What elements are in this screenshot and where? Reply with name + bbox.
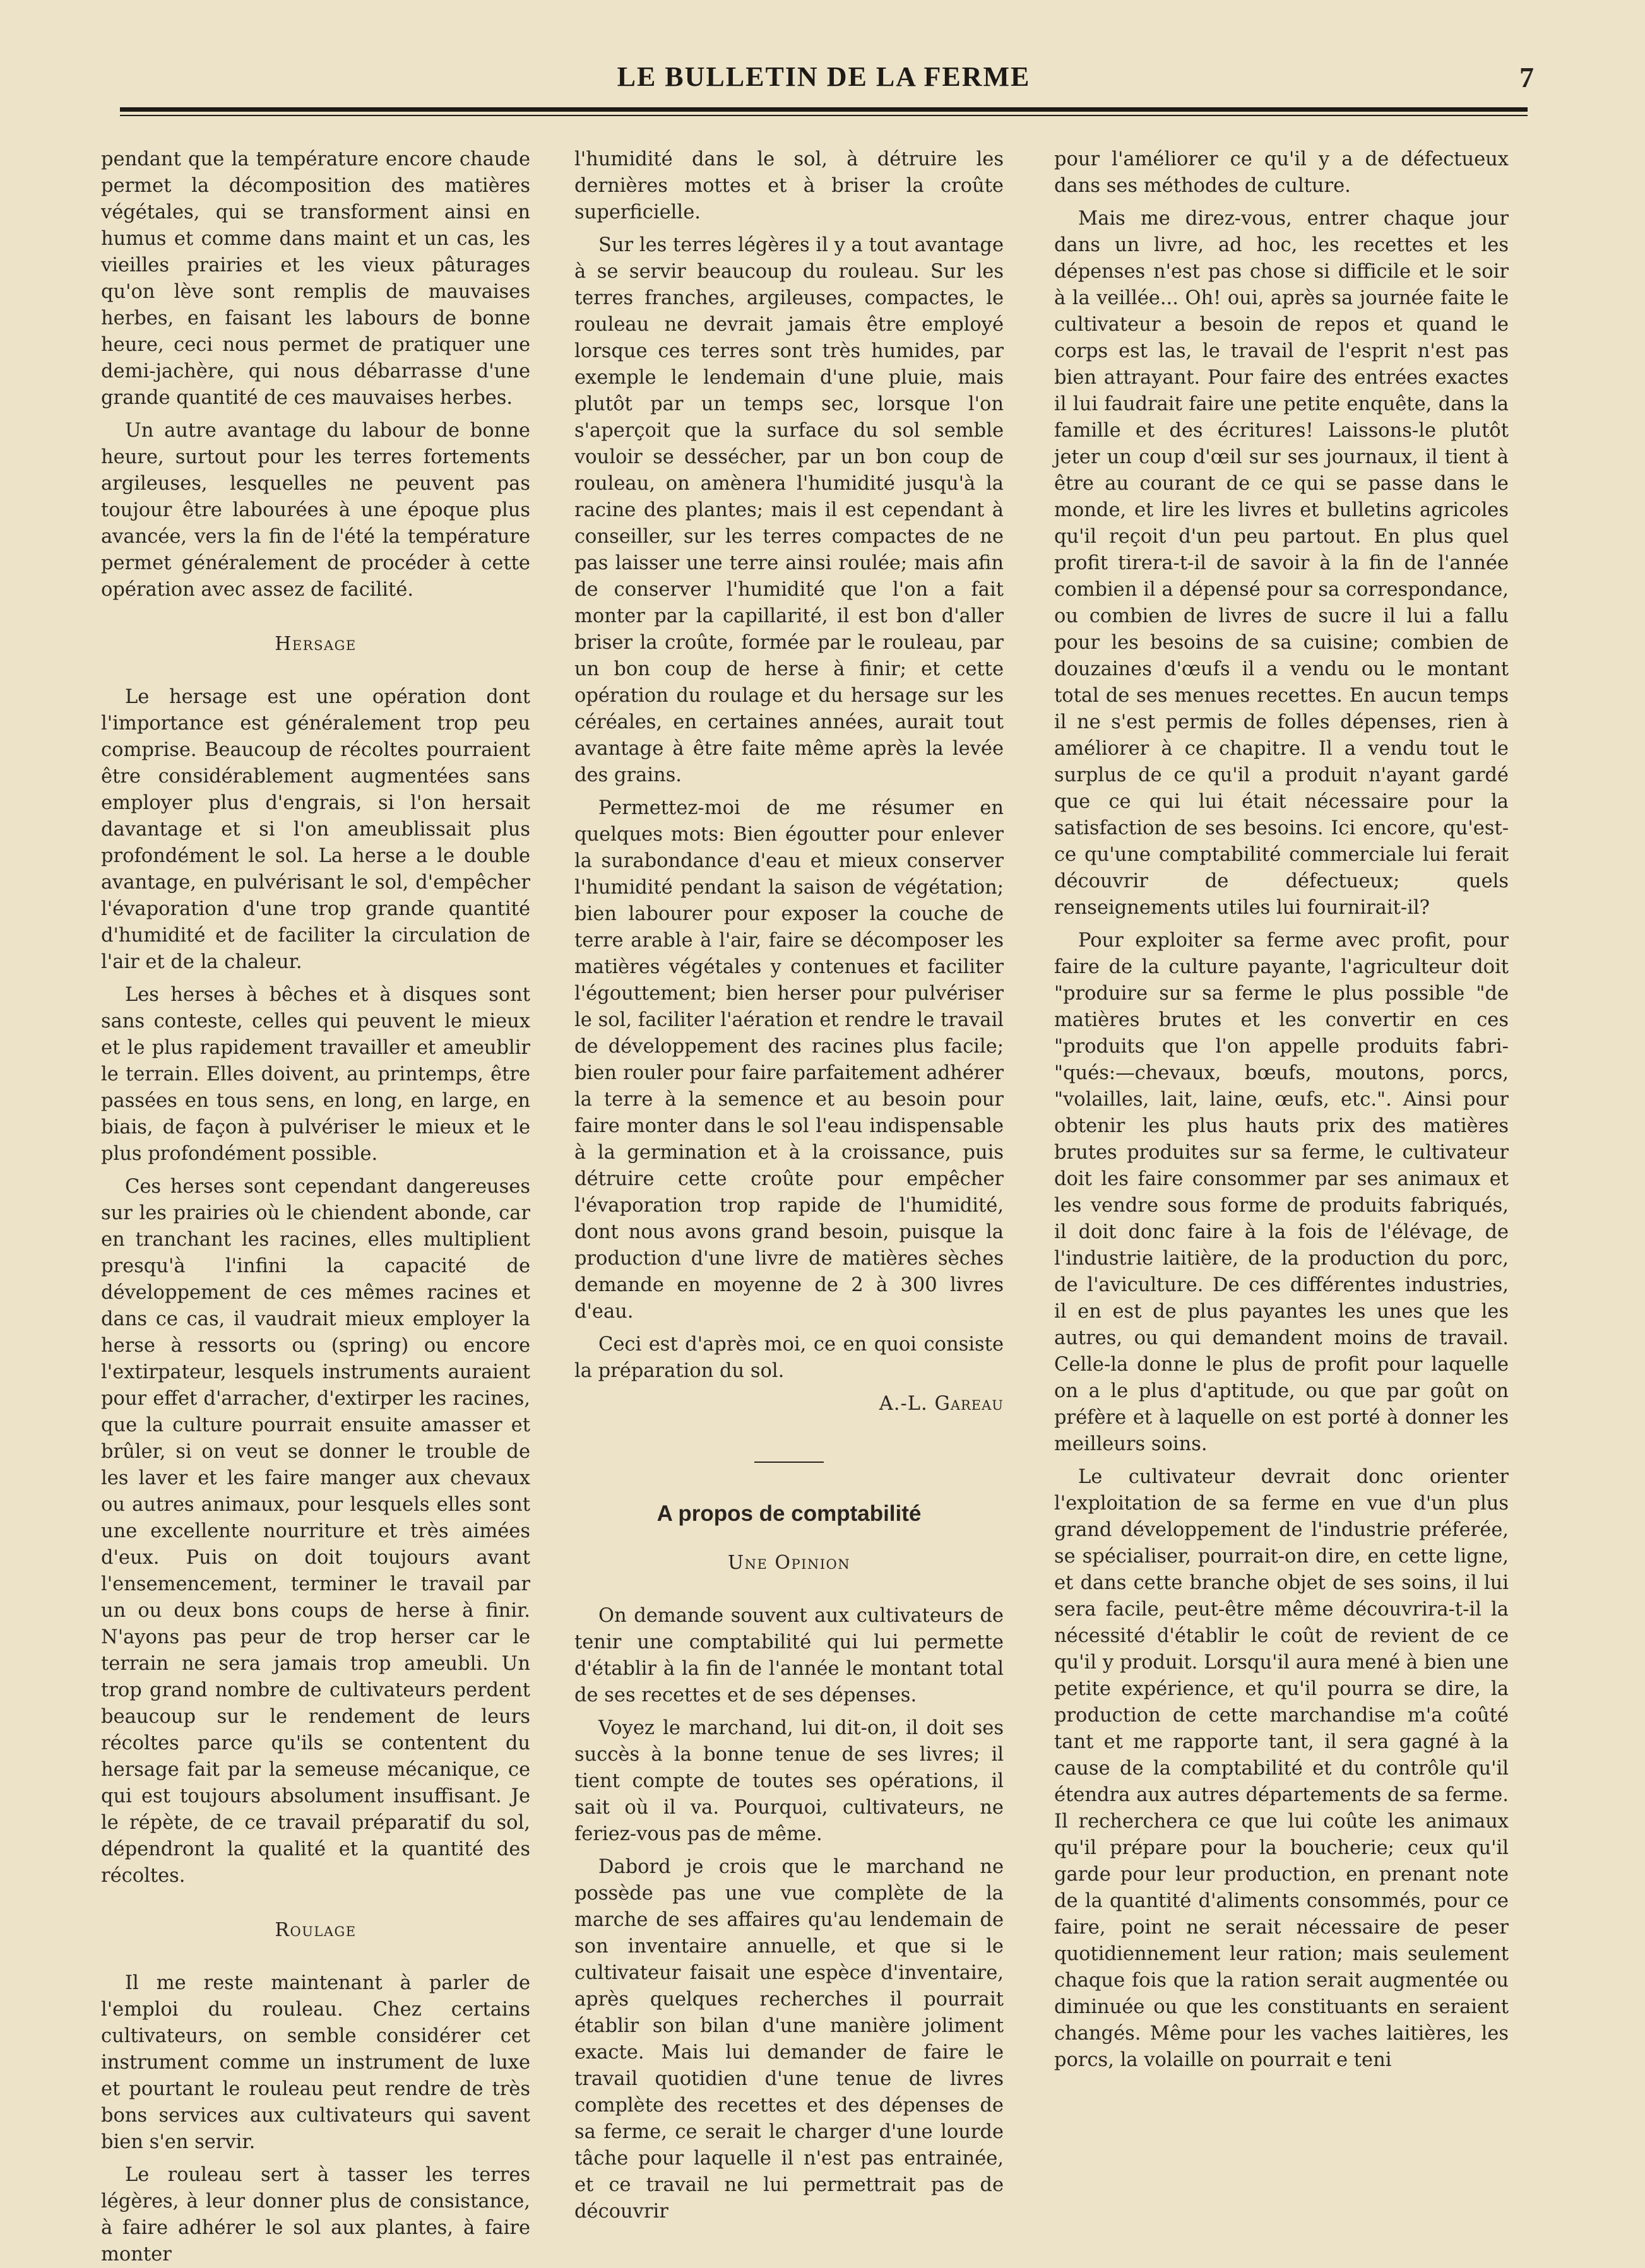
header-rule-thin bbox=[120, 115, 1528, 116]
header-rule-thick bbox=[120, 107, 1528, 112]
paragraph: On demande souvent aux cultivateurs de tenir une comptabilité qui lui permette d'établir à la fin de l'année le montant total de ses recettes et de ses dépenses. bbox=[574, 1605, 1004, 1706]
column-right bbox=[1054, 146, 1509, 2159]
paragraph: Permettez-moi de me résumer en quelques mots: Bien égoutter pour enlever la surabondance d'eau et mieux conserver l'humidité pendant la saison de végétation; bien labourer pour exposer la couche de terre arable à l'air, faire se décomposer les matières végétales y contenues et faciliter l'égouttement; bien herser pour pulvériser le sol, faciliter l'aération et rendre le travail de développement des racines plus facile; bien rouler pour faire parfaitement adhérer la terre à la semence et au besoin pour faire monter dans le sol l'eau indispensable à la germination et à la croissance, puis détruire cette croûte pour empêcher l'évaporation trop rapide de l'humidité, dont nous avons grand besoin, puisque la production d'une livre de matières sèches demande en moyenne de 2 à 300 livres d'eau. bbox=[574, 797, 1004, 1323]
paragraph: Ces herses sont cependant dangereuses sur les prairies où le chiendent abonde, car en tranchant les racines, elles multiplient presqu'à l'infini la capacité de développement de ces mêmes racines et dans ce cas, il vaudrait mieux employer la herse à ressorts ou (spring) ou encore l'extirpateur, lesquels instruments auraient pour effet d'arracher, d'extirper les racines, que la culture pourrait ensuite amasser et brûler, si on veut se donner le trouble de les laver et les faire manger aux chevaux ou autres animaux, pour lesquels elles sont une excellente nourriture et très aimées d'eux. Puis on doit toujours avant l'ensemencement, terminer le travail par un ou deux bons coups de herse à finir. N'ayons pas peur de trop herser car le terrain ne sera jamais trop ameubli. Un trop grand nombre de cultivateurs perdent beaucoup sur le rendement de leurs récoltes parce qu'ils se contentent du hersage fait par la semeuse mécanique, ce qui est toujours absolument insuffisant. Je le répète, de ce travail préparatif du sol, dépendront la qualité et la quantité des récoltes. bbox=[101, 1176, 530, 1887]
paragraph: pour l'améliorer ce qu'il y a de défectueux dans ses méthodes de culture. bbox=[1054, 148, 1509, 197]
paragraph: Le rouleau sert à tasser les terres légères, à leur donner plus de consistance, à faire adhérer le sol aux plantes, à faire monter bbox=[101, 2164, 530, 2265]
paragraph: Dabord je crois que le marchand ne possède pas une vue complète de la marche de ses affaires qu'au lendemain de son inventaire annuelle, et que si le cultivateur faisait une espèce d'inventaire, après quelques recherches il pourrait établir son bilan d'une manière joliment exacte. Mais lui demander de faire le travail quotidien d'une tenue de livres complète des recettes et des dépenses de sa ferme, ce serait le charger d'une lourde tâche pour laquelle il n'est pas entrainée, et ce travail ne lui permettrait pas de découvrir bbox=[574, 1856, 1004, 2223]
column-left bbox=[101, 146, 530, 2265]
paragraph: Il me reste maintenant à parler de l'emploi du rouleau. Chez certains cultivateurs, on semble considérer cet instrument comme un instrument de luxe et pourtant le rouleau peut rendre de très bons services aux cultivateurs qui savent bien s'en servir. bbox=[101, 1972, 530, 2153]
page-number: 7 bbox=[1519, 61, 1534, 93]
paragraph: Mais me direz-vous, entrer chaque jour dans un livre, ad hoc, les recettes et les dépenses n'est pas chose si difficile et le soir à la veillée... Oh! oui, après sa journée faite le cultivateur a besoin de repos et quand le corps est las, le travail de l'esprit n'est pas bien attrayant. Pour faire des entrées exactes il lui faudrait faire une petite enquête, dans la famille et des écritures! Laissons-le plutôt jeter un coup d'œil sur ses journaux, il tient à être au courant de ce qui se passe dans le monde, et lire les livres et bulletins agricoles qu'il reçoit d'un peu partout. En plus quel profit tirera-t-il de savoir à la fin de l'année combien il a dépensé pour sa correspondance, ou combien de livres de sucre il lui a fallu pour les besoins de sa cuisine; combien de douzaines d'œufs il a vendu ou le montant total de ses menues recettes. En aucun temps il ne s'est permis de folles dépenses, rien à améliorer à ce chapitre. Il a vendu tout le surplus de ce qu'il a produit n'ayant gardé que ce qui lui était nécessaire pour la satisfaction de ses besoins. Ici encore, qu'est-ce qu'une comptabilité commerciale lui ferait découvrir de défectueux; quels renseignements utiles lui fournirait-il? bbox=[1054, 208, 1509, 919]
page-header bbox=[114, 44, 1534, 107]
column-middle bbox=[574, 146, 1004, 2223]
newspaper-title: LE BULLETIN DE LA FERME bbox=[617, 61, 1031, 92]
paragraph: Le cultivateur devrait donc orienter l'exploitation de sa ferme en vue d'un plus grand développement de l'industrie préferée, se spécialiser, pourrait-on dire, en cette ligne, et dans cette branche objet de ses soins, il lui sera facile, peut-être même découvrira-t-il la nécessité d'établir le coût de revient de ce qu'il y produit. Lorsqu'il aura mené à bien une petite expérience, et qu'il pourra se dire, la production de cette marchandise m'a coûté tant et me rapporte tant, il sera gagné à la cause de la comptabilité et du contrôle qu'il étendra aux autres départements de sa ferme. Il recherchera ce que lui coûte les animaux qu'il prépare pour la boucherie; ceux qu'il garde pour leur production, en prenant note de la quantité d'aliments consommés, pour ce faire, point ne serait nécessaire de peser quotidiennement leur ration; mais seulement chaque fois que la ration serait augmentée ou diminuée ou que les constituants en seraient changés. Même pour les vaches laitières, les porcs, la volaille on pourrait e teni bbox=[1054, 1466, 1509, 2071]
article-title: A propos de comptabilité bbox=[656, 1501, 922, 1526]
paragraph: Le hersage est une opération dont l'importance est généralement trop peu comprise. Beaucoup de récoltes pourraient être considérablement augmentées sans employer plus d'engrais, si l'on hersait davantage et si l'on ameublissait plus profondément le sol. La herse a le double avantage, en pulvérisant le sol, d'empêcher l'évaporation d'une trop grande quantité d'humidité et de faciliter la circulation de l'air et de la chaleur. bbox=[101, 686, 530, 973]
paragraph: pendant que la température encore chaude permet la décomposition des matières végétales, qui se transforment ainsi en humus et comme dans maint et un cas, les vieilles prairies et les vieux pâturages qu'on lève sont remplis de mauvaises herbes, en faisant les labours de bonne heure, ceci nous permet de pratiquer une demi-jachère, qui nous débarrasse d'une grande quantité de ces mauvaises herbes. bbox=[101, 148, 530, 409]
paragraph: Sur les terres légères il y a tout avantage à se servir beaucoup du rouleau. Sur les terres franches, argileuses, compactes, le rouleau ne devrait jamais être employé lorsque ces terres sont très humides, par exemple le lendemain d'une pluie, mais plutôt par un temps sec, lorsque l'on s'aperçoit que la surface du sol semble vouloir se dessécher, par un bon coup de rouleau, on amènera l'humidité jusqu'à la racine des plantes; mais il est cependant à conseiller, sur les terres compactes de ne pas laisser une terre ainsi roulée; mais afin de conserver l'humidité que l'on a fait monter par la capillarité, il est bon d'aller briser la croûte, formée par le rouleau, par un bon coup de herse à finir; et cette opération du roulage et du hersage sur les céréales, en certaines années, aurait tout avantage à être faite même après la levée des grains. bbox=[574, 234, 1004, 786]
article-subtitle: Une Opinion bbox=[727, 1552, 851, 1574]
paragraph: Les herses à bêches et à disques sont sans conteste, celles qui peuvent le mieux et le plus rapidement travailler et ameublir le terrain. Elles doivent, au printemps, être passées en tous sens, en long, en large, en biais, de façon à pulvériser le mieux et le plus profondément possible. bbox=[101, 984, 530, 1165]
paragraph: l'humidité dans le sol, à détruire les dernières mottes et à briser la croûte superficielle. bbox=[574, 148, 1004, 223]
paragraph: Pour exploiter sa ferme avec profit, pour faire de la culture payante, l'agriculteur doit "produire sur sa ferme le plus possible "de matières brutes et les convertir en ces "produits que l'on appelle produits fabri- "qués:—chevaux, bœufs, moutons, porcs, "volailles, lait, laine, œufs, etc.". Ainsi pour obtenir les plus hauts prix des matières brutes produites sur sa ferme, le cultivateur doit les faire consommer par ses animaux et les vendre sous forme de produits fabriqués, il doit donc faire à la fois de l'élévage, de l'industrie laitière, de la production du porc, de l'aviculture. De ces différentes industries, il en est de plus payantes les unes que les autres, ou qui demandent moins de travail. Celle-la donne le plus de profit pour laquelle on a le plus d'aptitude, ou que par goût on préfère et à laquelle on est porté à donner les meilleurs soins. bbox=[1054, 930, 1509, 1455]
article-separator bbox=[754, 1462, 824, 1463]
paragraph: Ceci est d'après moi, ce en quoi consiste la préparation du sol. bbox=[574, 1333, 1004, 1382]
section-heading-hersage: Hersage bbox=[275, 633, 357, 655]
section-heading-roulage: Roulage bbox=[275, 1919, 357, 1941]
paragraph: Un autre avantage du labour de bonne heure, surtout pour les terres fortements argileuses, lesquelles ne peuvent pas toujour être labourées à une époque plus avancée, vers la fin de l'été la température permet généralement de procéder à cette opération avec assez de facilité. bbox=[101, 420, 530, 601]
paragraph: Voyez le marchand, lui dit-on, il doit ses succès à la bonne tenue de ses livres; il tient compte de toutes ses opérations, il sait où il va. Pourquoi, cultivateurs, ne feriez-vous pas de même. bbox=[574, 1717, 1004, 1845]
author-signature: A.-L. Gareau bbox=[879, 1393, 1004, 1415]
